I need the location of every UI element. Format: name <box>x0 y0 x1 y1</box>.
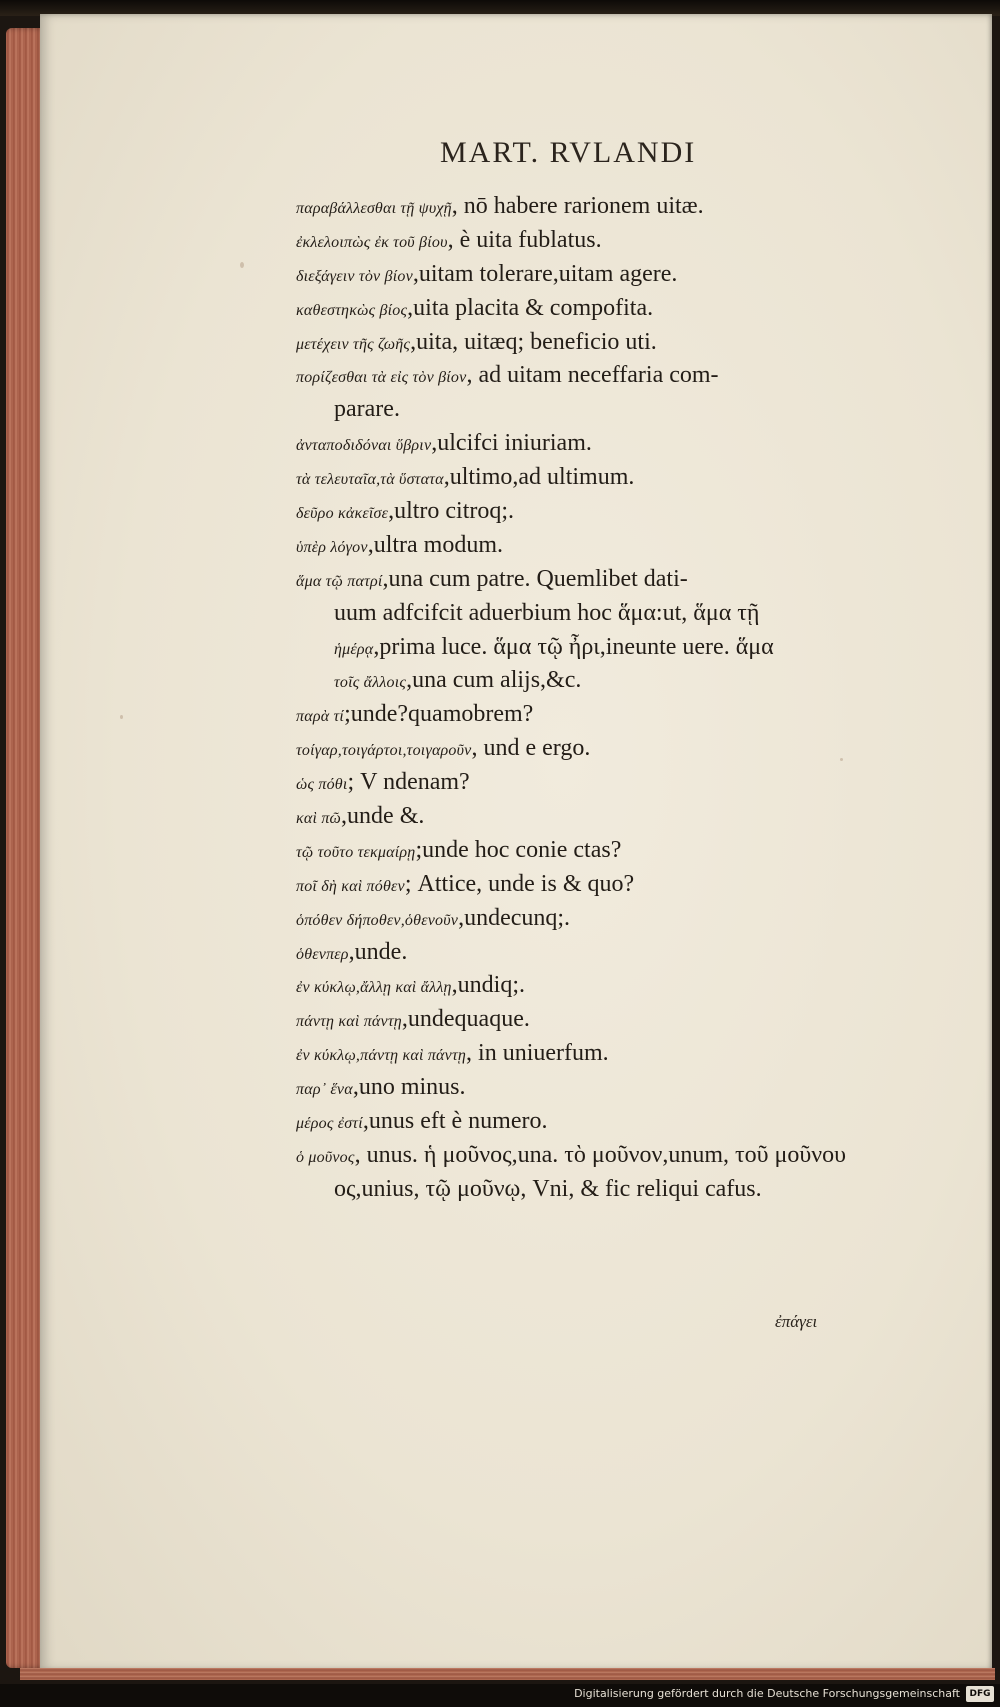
book-bottom-edge <box>20 1668 995 1680</box>
latin-gloss: ,uita, uitæq; beneficio uti. <box>410 328 657 355</box>
dictionary-line <box>296 495 936 529</box>
dictionary-line <box>296 1037 936 1071</box>
catchword: ἐπάγει <box>775 1312 818 1331</box>
dictionary-line <box>296 936 936 970</box>
greek-phrase: παρ᾽ ἕνα <box>296 1081 353 1099</box>
dictionary-line <box>296 563 936 597</box>
greek-phrase: ἐν κύκλῳ,ἄλλῃ καὶ ἄλλῃ <box>296 979 452 997</box>
latin-gloss: ; V ndenam? <box>347 769 470 796</box>
greek-phrase: ὑπὲρ λόγον <box>296 538 368 556</box>
dictionary-line <box>296 597 936 631</box>
latin-gloss: ,undiq;. <box>451 972 525 999</box>
greek-phrase: ἅμα τῷ πατρί <box>296 572 383 590</box>
dictionary-line <box>296 1003 936 1037</box>
latin-gloss: , und e ergo. <box>471 735 591 762</box>
greek-phrase: παραβάλλεσθαι τῇ ψυχῇ <box>296 200 452 217</box>
latin-gloss: ; Attice, unde is & quo? <box>404 870 635 897</box>
greek-phrase: τοῖς ἄλλοις <box>334 674 407 692</box>
funding-credit: Digitalisierung gefördert durch die Deutsche Forschungsgemeinschaft <box>574 1687 960 1700</box>
greek-phrase: τὰ τελευταῖα,τὰ ὕστατα <box>296 471 444 489</box>
latin-gloss: ,uitam tolerare,uitam agere. <box>412 260 678 287</box>
greek-phrase: ἀνταποδιδόναι ὕβριν <box>296 437 432 455</box>
paper-spot <box>240 262 244 268</box>
greek-phrase: ποῖ δὴ καὶ πόθεν <box>296 877 405 895</box>
greek-phrase: τοίγαρ,τοιγάρτοι,τοιγαροῦν <box>296 742 472 760</box>
dictionary-line <box>296 698 936 732</box>
latin-gloss: ,unde. <box>348 938 408 965</box>
greek-phrase: παρὰ τί <box>296 708 345 726</box>
latin-gloss: ,ultra modum. <box>367 531 504 558</box>
greek-phrase: ὁπόθεν δήποθεν,ὁθενοῦν <box>296 911 459 929</box>
dictionary-line <box>296 190 936 224</box>
greek-phrase: καὶ πῶ <box>296 810 342 828</box>
greek-phrase: ἡμέρᾳ <box>334 640 374 658</box>
latin-gloss: ,una cum patre. Quemlibet dati- <box>382 565 688 592</box>
dfg-logo: DFG <box>966 1686 994 1702</box>
dictionary-line <box>296 427 936 461</box>
greek-phrase: δεῦρο κἀκεῖσε <box>296 505 389 523</box>
greek-phrase: ὡς πόθι <box>296 776 348 794</box>
latin-gloss: uum adfcifcit aduerbium hoc ἅμα:ut, ἅμα τῇ <box>334 599 760 626</box>
dictionary-line <box>296 461 936 495</box>
paper-spot <box>120 715 123 719</box>
latin-gloss: ,prima luce. ἅμα τῷ ἦρι,ineunte uere. ἅμα <box>373 633 774 660</box>
latin-gloss: , unus. ἡ μοῦνος,una. τὸ μοῦνον,unum, τοῦ μοῦνου <box>354 1141 847 1168</box>
dictionary-line <box>296 393 936 427</box>
dictionary-line <box>296 326 936 360</box>
dictionary-line <box>296 800 936 834</box>
dictionary-line <box>296 732 936 766</box>
latin-gloss: , nō habere rarionem uitæ. <box>451 193 704 219</box>
dictionary-line <box>296 1071 936 1105</box>
latin-gloss: ;unde?quamobrem? <box>344 701 534 728</box>
footer-bar <box>0 1684 1000 1707</box>
latin-gloss: ,ultimo,ad ultimum. <box>443 464 635 491</box>
dictionary-line <box>296 1139 936 1173</box>
latin-gloss: ;unde hoc conie ctas? <box>415 836 622 863</box>
latin-gloss: , in uniuerfum. <box>466 1040 609 1067</box>
dictionary-line <box>296 868 936 902</box>
latin-gloss: ,una cum alijs,&c. <box>406 667 582 694</box>
latin-gloss: ,unus eft è numero. <box>362 1108 548 1135</box>
greek-phrase: πορίζεσθαι τὰ εἰς τὸν βίον <box>296 369 467 387</box>
latin-gloss: parare. <box>334 396 400 423</box>
dictionary-line <box>296 969 936 1003</box>
dictionary-line <box>296 292 936 326</box>
dictionary-line <box>296 834 936 868</box>
latin-gloss: ,ultro citroq;. <box>388 498 515 525</box>
latin-gloss: ,ulcifci iniuriam. <box>431 430 592 457</box>
dictionary-line <box>296 359 936 393</box>
greek-phrase: καθεστηκὼς βίος <box>296 301 408 319</box>
dictionary-line <box>296 766 936 800</box>
latin-gloss: , è uita fublatus. <box>447 226 602 253</box>
latin-gloss: ,undequaque. <box>401 1006 530 1033</box>
dictionary-line <box>296 1105 936 1139</box>
running-header: MART. RVLANDI <box>440 136 697 169</box>
latin-gloss: ,undecunq;. <box>458 904 571 931</box>
dictionary-line <box>296 631 936 665</box>
latin-gloss: ,unde &. <box>341 803 425 830</box>
dictionary-line <box>296 664 936 698</box>
greek-phrase: ὁθενπερ <box>296 945 349 963</box>
greek-phrase: μετέχειν τῆς ζωῆς <box>296 335 411 353</box>
greek-phrase: πάντῃ καὶ πάντῃ <box>296 1013 402 1031</box>
greek-phrase: διεξάγειν τὸν βίον <box>296 267 413 285</box>
greek-phrase: ὁ μοῦνος <box>296 1148 355 1166</box>
dictionary-line <box>296 529 936 563</box>
dictionary-line <box>296 224 936 258</box>
greek-phrase: μέρος ἐστί <box>296 1115 363 1133</box>
dictionary-line <box>296 902 936 936</box>
greek-phrase: τῷ τοῦτο τεκμαίρῃ <box>296 843 416 861</box>
latin-gloss: ος,unius, τῷ μοῦνῳ, Vni, & fic reliqui cafus. <box>334 1175 762 1202</box>
greek-phrase: ἐκλελοιπὼς ἐκ τοῦ βίου <box>296 233 448 251</box>
dictionary-line <box>296 258 936 292</box>
latin-gloss: ,uita placita & compofita. <box>407 294 654 321</box>
greek-phrase: ἐν κύκλῳ,πάντῃ καὶ πάντῃ <box>296 1047 467 1065</box>
dictionary-text <box>296 190 936 1207</box>
latin-gloss: ,uno minus. <box>352 1074 466 1101</box>
latin-gloss: , ad uitam neceffaria com- <box>466 362 719 389</box>
dictionary-line <box>296 1173 936 1207</box>
